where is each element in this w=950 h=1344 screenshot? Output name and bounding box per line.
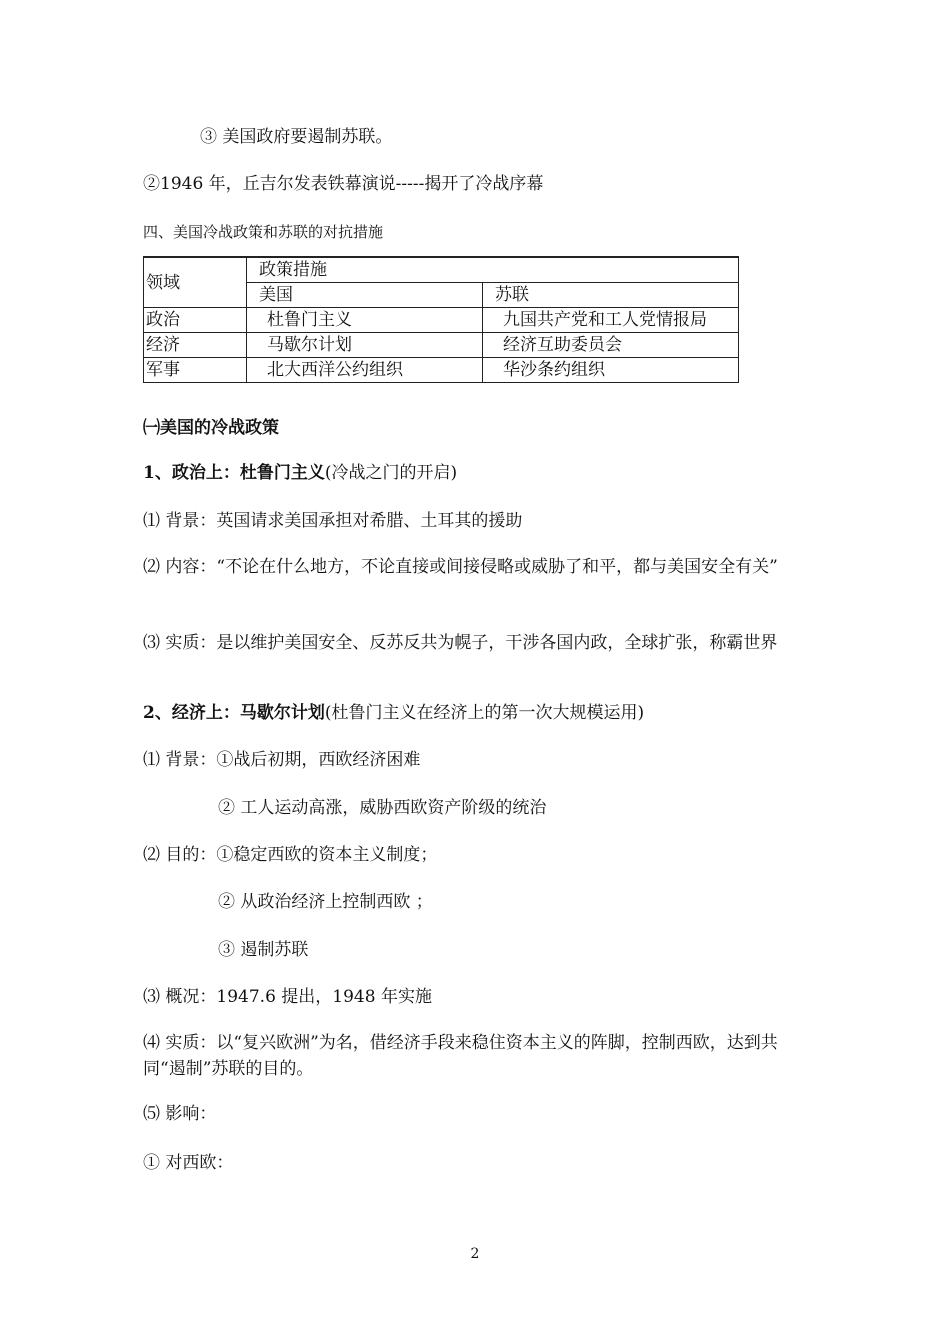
subsection-heading: [143, 701, 644, 725]
table-header-us: 美国: [247, 283, 483, 308]
table-header-field: 领域: [144, 257, 247, 308]
table-cell-field: 军事: [144, 358, 247, 383]
policy-table: [143, 256, 739, 383]
table-header-ussr: 苏联: [483, 283, 739, 308]
table-cell-us: 马歇尔计划: [247, 333, 483, 358]
table-cell-ussr: 九国共产党和工人党情报局: [483, 308, 739, 333]
text-paragraph: ⑶ 实质：是以维护美国安全、反苏反共为幌子，干涉各国内政，全球扩张，称霸世界: [143, 633, 778, 653]
table-cell-field: 经济: [144, 333, 247, 358]
text-line: ⑴ 背景：英国请求美国承担对希腊、土耳其的援助: [143, 511, 523, 531]
table-row: [144, 333, 739, 358]
subsection-heading: [143, 461, 457, 485]
text-line: ① 对西欧：: [143, 1153, 234, 1173]
text-line: ② 从政治经济上控制西欧 ；: [218, 892, 433, 912]
section-heading: 四、美国冷战政策和苏联的对抗措施: [143, 223, 384, 241]
text-paragraph: ⑷ 实质：以“复兴欧洲”为名，借经济手段来稳住资本主义的阵脚，控制西欧，达到共同“遏制”苏联的目的。: [143, 1033, 778, 1079]
text-paragraph: ⑵ 内容：“不论在什么地方，不论直接或间接侵略或威胁了和平，都与美国安全有关”: [143, 557, 778, 577]
section-heading: ㈠美国的冷战政策: [143, 418, 279, 438]
text-line: ③ 美国政府要遏制苏联。: [200, 127, 393, 147]
table-cell-field: 政治: [144, 308, 247, 333]
text-line: ⑸ 影响：: [143, 1104, 217, 1124]
text-line: ⑴ 背景：①战后初期，西欧经济困难: [143, 750, 421, 770]
table-cell-us: 杜鲁门主义: [247, 308, 483, 333]
subsection-heading-bold: 1、政治上：杜鲁门主义: [143, 463, 325, 483]
text-line: ③ 遏制苏联: [218, 940, 309, 960]
table-header-policy: 政策措施: [247, 257, 739, 283]
table-cell-us: 北大西洋公约组织: [247, 358, 483, 383]
text-line: ② 工人运动高涨，威胁西欧资产阶级的统治: [218, 798, 547, 818]
table-cell-ussr: 华沙条约组织: [483, 358, 739, 383]
text-line: ⑵ 目的：①稳定西欧的资本主义制度；: [143, 845, 438, 865]
page-number: 2: [470, 1246, 480, 1262]
text-line: ⑶ 概况：1947.6 提出，1948 年实施: [143, 987, 432, 1007]
subsection-heading-note: (杜鲁门主义在经济上的第一次大规模运用): [324, 703, 645, 723]
subsection-heading-note: (冷战之门的开启): [324, 463, 458, 483]
text-line: ②1946 年，丘吉尔发表铁幕演说-----揭开了冷战序幕: [143, 174, 544, 194]
subsection-heading-bold: 2、经济上：马歇尔计划: [143, 703, 325, 723]
table-row: [144, 308, 739, 333]
table-cell-ussr: 经济互助委员会: [483, 333, 739, 358]
table-row: [144, 358, 739, 383]
